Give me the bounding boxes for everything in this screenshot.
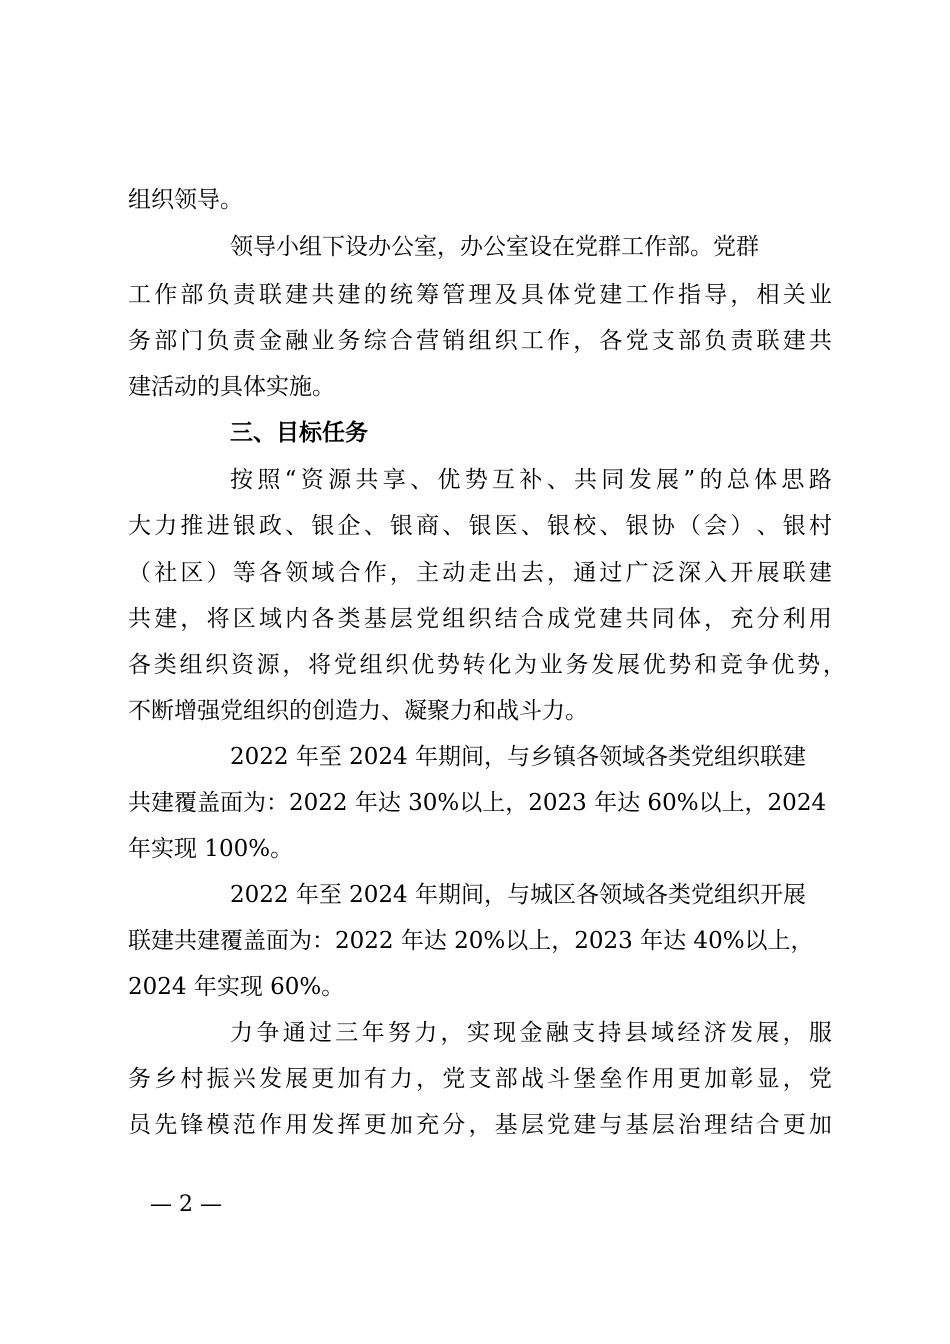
paragraph-line: 务 部 门 负 责 金 融 业 务 综 合 营 销 组 织 工 作 ， 各 党 支 部 负 责 联 建 共: [128, 328, 832, 354]
paragraph-line: 领导小组下设办公室，办公室设在党群工作部。党群: [230, 234, 759, 260]
paragraph-line: 联建共建覆盖面为：2022 年达 20%以上，2023 年达 40%以上，: [128, 928, 814, 954]
paragraph-line: 务 乡 村 振 兴 发 展 更 加 有 力 ， 党 支 部 战 斗 堡 垒 作 用 更 加 彰 显 ， 党: [128, 1066, 832, 1092]
page-number: — 2 —: [150, 1192, 222, 1217]
paragraph-line: 员 先 锋 模 范 作 用 发 挥 更 加 充 分 ， 基 层 党 建 与 基 层 治 理 结 合 更 加: [128, 1112, 832, 1138]
paragraph-line: 大 力 推 进 银 政 、 银 企 、 银 商 、 银 医 、 银 校 、 银 协 （ 会 ） 、 银 村: [128, 513, 832, 539]
paragraph-line: 年实现 100%。: [128, 836, 294, 862]
paragraph-line: 2022 年至 2024 年期间，与城区各领域各类党组织开展: [230, 882, 806, 908]
paragraph-line: 共建覆盖面为：2022 年达 30%以上，2023 年达 60%以上，2024: [128, 790, 827, 816]
paragraph-line: 组织领导。: [128, 187, 243, 213]
paragraph-line: 建活动的具体实施。: [128, 374, 335, 400]
paragraph-line: 共 建 ， 将 区 域 内 各 类 基 层 党 组 织 结 合 成 党 建 共 同 体 ， 充 分 利 用: [128, 606, 832, 632]
paragraph-line: （ 社 区 ） 等 各 领 域 合 作 ， 主 动 走 出 去 ， 通 过 广 泛 深 入 开 展 联 建: [128, 560, 832, 586]
section-heading: 三、目标任务: [230, 419, 368, 446]
paragraph-line: 2024 年实现 60%。: [128, 974, 345, 1000]
paragraph-line: 力 争 通 过 三 年 努 力 ， 实 现 金 融 支 持 县 域 经 济 发 展 ， 服: [230, 1020, 832, 1046]
paragraph-line: 2022 年至 2024 年期间，与乡镇各领域各类党组织联建: [230, 744, 806, 770]
paragraph-line: 按 照 “ 资 源 共 享 、 优 势 互 补 、 共 同 发 展 ” 的 总 体 思 路: [230, 467, 832, 493]
paragraph-line: 工 作 部 负 责 联 建 共 建 的 统 筹 管 理 及 具 体 党 建 工 作 指 导 ， 相 关 业: [128, 282, 832, 308]
paragraph-line: 不断增强党组织的创造力、凝聚力和战斗力。: [128, 698, 588, 724]
paragraph-line: 各 类 组 织 资 源 ， 将 党 组 织 优 势 转 化 为 业 务 发 展 优 势 和 竞 争 优 势 ，: [128, 652, 846, 678]
